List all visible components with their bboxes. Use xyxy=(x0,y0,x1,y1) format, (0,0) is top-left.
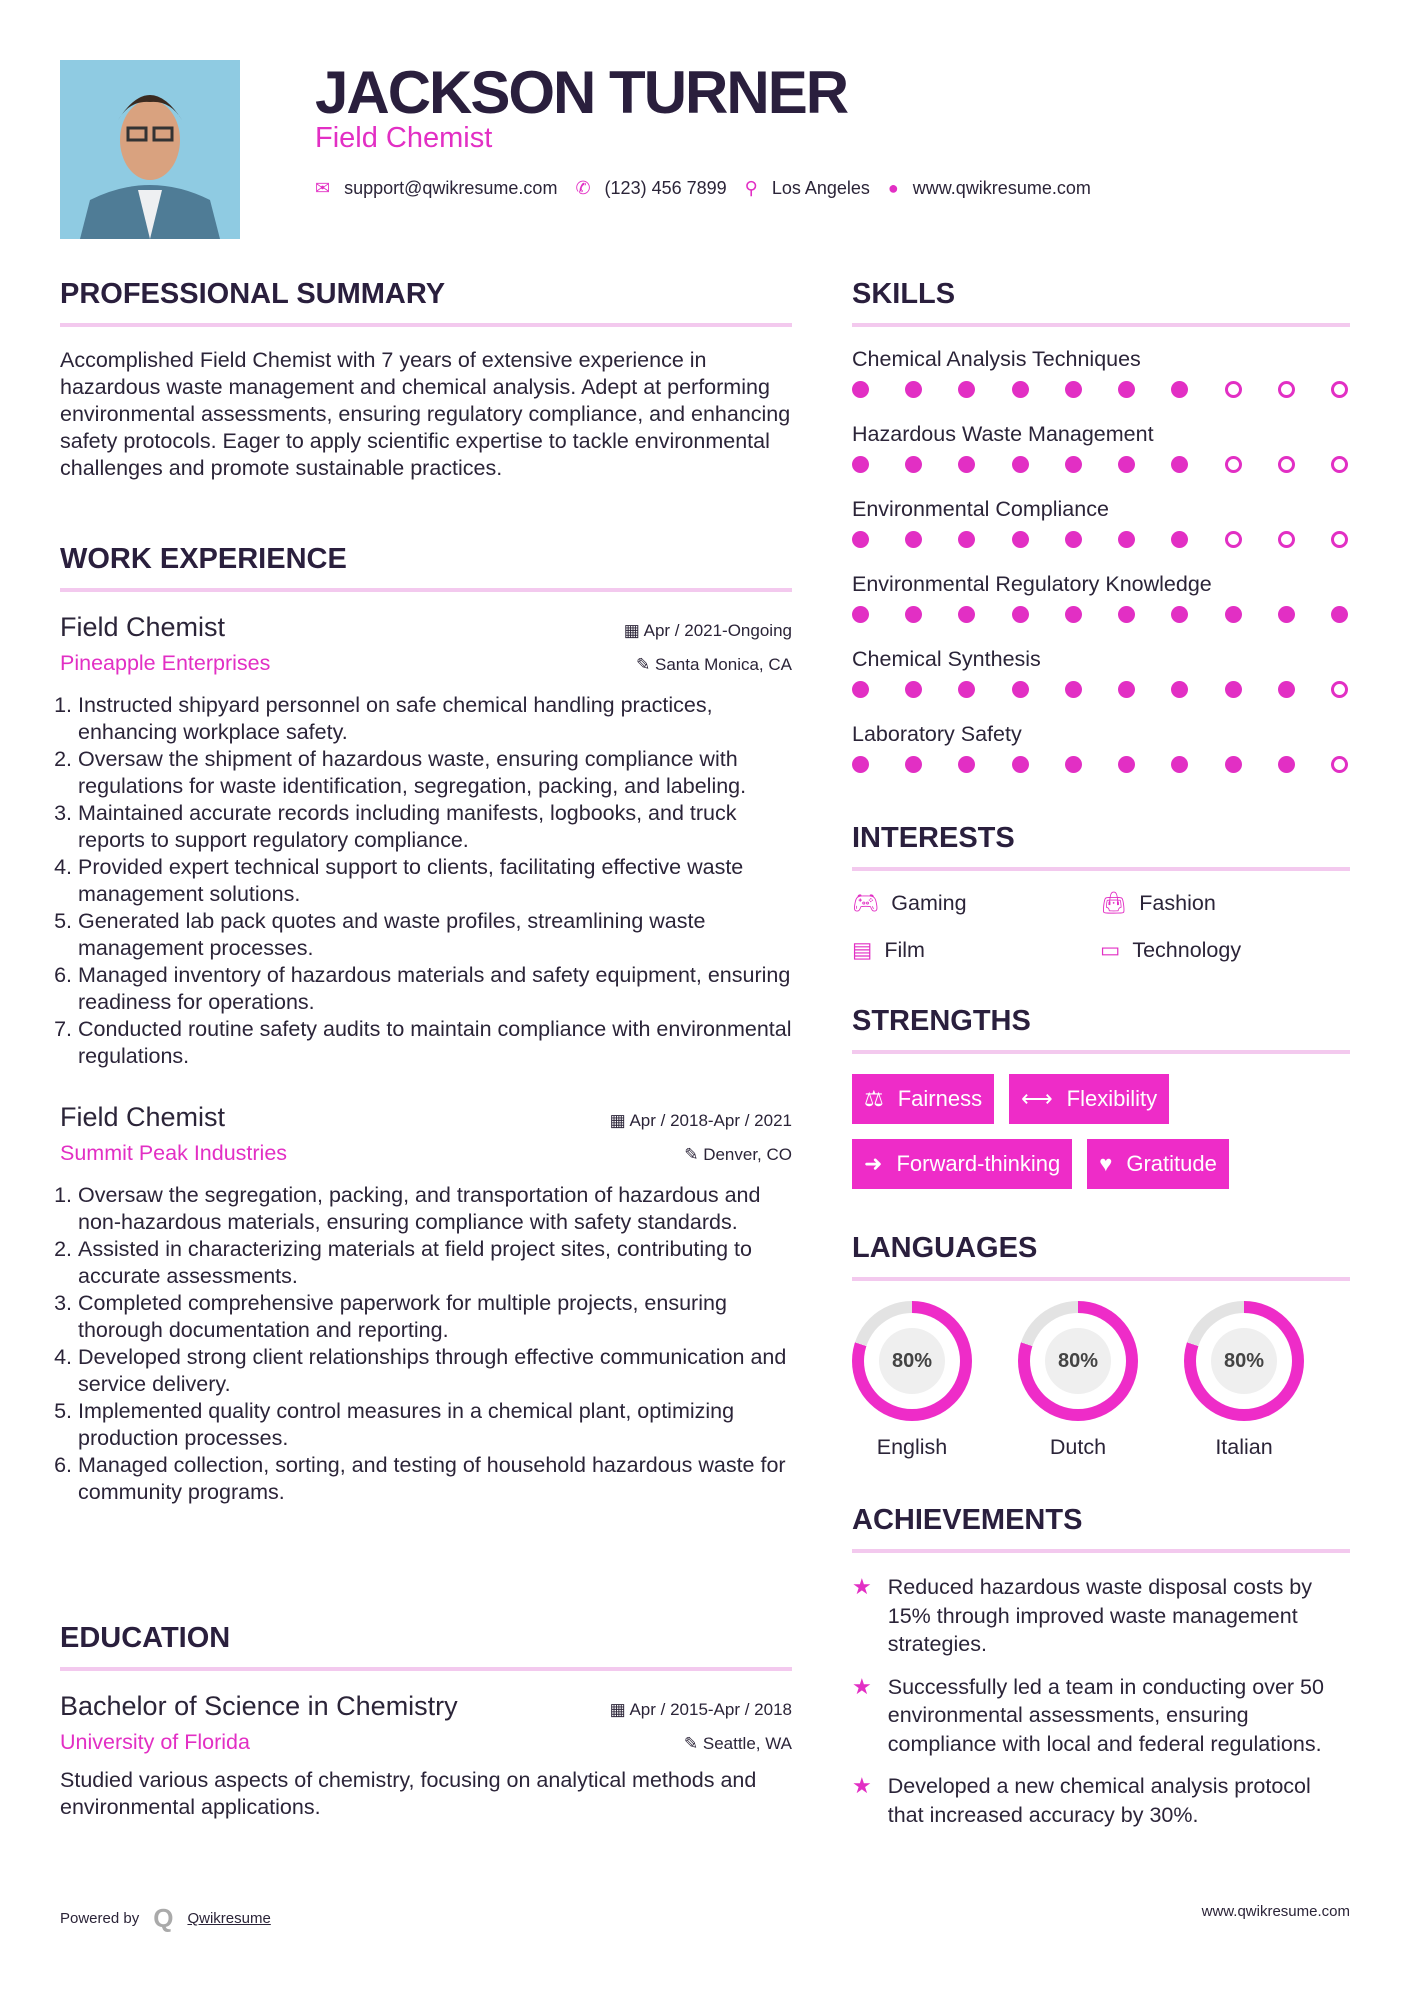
job-position: Field Chemist xyxy=(60,612,226,642)
rating-dot-filled xyxy=(1225,681,1242,698)
skill-name: Environmental Compliance xyxy=(852,497,1109,521)
profile-photo xyxy=(60,60,240,239)
achievements-section xyxy=(852,1504,1350,1843)
skill-rating xyxy=(852,681,1350,698)
interest-label: Technology xyxy=(1132,938,1242,962)
achievement-item xyxy=(852,1573,1350,1659)
skill-name: Hazardous Waste Management xyxy=(852,422,1154,446)
company-name: Summit Peak Industries xyxy=(60,1141,288,1165)
rating-dot-filled xyxy=(1171,456,1188,473)
envelope-icon: ✉ xyxy=(315,178,331,198)
rating-dot-filled xyxy=(1225,606,1242,623)
rating-dot-filled xyxy=(958,531,975,548)
school-name: University of Florida xyxy=(60,1730,250,1754)
rating-dot-filled xyxy=(852,606,869,623)
job-title: Field Chemist xyxy=(315,122,493,154)
calendar-icon: ▦ xyxy=(623,621,644,640)
bullet: 6. Managed inventory of hazardous materials and safety equipment, ensuring readiness for operations. xyxy=(78,962,792,1016)
calendar-icon: ▦ xyxy=(609,1700,630,1719)
bullet: 3. Completed comprehensive paperwork for multiple projects, ensuring thorough documentation and reporting. xyxy=(78,1290,792,1344)
footer-powered xyxy=(60,1903,271,1934)
skill-name: Chemical Analysis Techniques xyxy=(852,347,1141,371)
shopping-bag-icon: 👜︎ xyxy=(1100,891,1128,915)
job-location: Santa Monica, CA xyxy=(654,655,792,674)
language-progress-ring xyxy=(1018,1301,1138,1421)
strength-tag xyxy=(1009,1074,1169,1124)
language-percent: 80% xyxy=(879,1328,945,1394)
bullet: 4. Developed strong client relationships through effective communication and service delivery. xyxy=(78,1344,792,1398)
job-dates: Apr / 2018-Apr / 2021 xyxy=(629,1111,792,1130)
rating-dot-empty xyxy=(1278,381,1295,398)
rating-dot-filled xyxy=(852,531,869,548)
bullet: 6. Managed collection, sorting, and testing of household hazardous waste for community programs. xyxy=(78,1452,792,1506)
strength-label: Gratitude xyxy=(1126,1151,1217,1176)
job-dates: Apr / 2021-Ongoing xyxy=(643,621,792,640)
rating-dot-filled xyxy=(1012,606,1029,623)
rating-dot-filled xyxy=(958,681,975,698)
rating-dot-empty xyxy=(1225,456,1242,473)
language-item xyxy=(1184,1301,1304,1460)
rating-dot-filled xyxy=(1065,531,1082,548)
rating-dot-empty xyxy=(1225,381,1242,398)
strength-label: Flexibility xyxy=(1066,1086,1158,1111)
interest-item xyxy=(852,891,1100,916)
education-dates: Apr / 2015-Apr / 2018 xyxy=(629,1700,792,1719)
candidate-name: JACKSON TURNER xyxy=(315,59,848,126)
bullet: 3. Maintained accurate records including manifests, logbooks, and truck reports to support regulatory compliance. xyxy=(78,800,792,854)
strength-label: Fairness xyxy=(897,1086,983,1111)
phone-icon: ✆ xyxy=(575,178,591,198)
achievement-item xyxy=(852,1772,1350,1829)
strength-label: Forward-thinking xyxy=(896,1151,1061,1176)
pin-icon: ✎ xyxy=(684,1145,704,1164)
section-heading: STRENGTHS xyxy=(852,1005,1350,1054)
skill-rating xyxy=(852,756,1350,773)
bullet: 5. Implemented quality control measures in a chemical plant, optimizing production processes. xyxy=(78,1398,792,1452)
education-location: Seattle, WA xyxy=(702,1734,792,1753)
job-bullets xyxy=(60,1182,792,1506)
summary-text: Accomplished Field Chemist with 7 years of extensive experience in hazardous waste management and chemical analysis. Adept at performing environmental assessments, ensuring regulatory compliance, and enhancing safety protocols. Eager to apply scientific expertise to tackle environmental challenges and promote sustainable practices. xyxy=(60,348,791,480)
rating-dot-filled xyxy=(958,606,975,623)
education-section xyxy=(60,1622,792,1821)
language-progress-ring xyxy=(852,1301,972,1421)
rating-dot-filled xyxy=(852,681,869,698)
rating-dot-empty xyxy=(1331,456,1348,473)
summary-section xyxy=(60,278,792,482)
rating-dot-filled xyxy=(1118,531,1135,548)
qwikresume-logo-icon: Q xyxy=(153,1903,174,1933)
section-heading: ACHIEVEMENTS xyxy=(852,1504,1350,1553)
rating-dot-filled xyxy=(905,756,922,773)
interests-section xyxy=(852,822,1350,963)
globe-icon: ● xyxy=(887,178,899,198)
rating-dot-filled xyxy=(905,456,922,473)
language-item xyxy=(1018,1301,1138,1460)
interest-item xyxy=(1100,891,1350,916)
rating-dot-filled xyxy=(1171,756,1188,773)
calendar-icon: ▦ xyxy=(609,1111,630,1130)
language-name: English xyxy=(876,1435,948,1459)
rating-dot-filled xyxy=(958,456,975,473)
rating-dot-filled xyxy=(905,681,922,698)
rating-dot-filled xyxy=(1171,681,1188,698)
job-location: Denver, CO xyxy=(703,1145,792,1164)
section-heading: PROFESSIONAL SUMMARY xyxy=(60,278,792,327)
rating-dot-filled xyxy=(1012,531,1029,548)
map-marker-icon: ⚲ xyxy=(744,178,758,198)
skills-section xyxy=(852,278,1350,797)
achievement-text: Developed a new chemical analysis protocol that increased accuracy by 30%. xyxy=(887,1774,1311,1827)
email[interactable]: support@qwikresume.com xyxy=(344,178,558,198)
rating-dot-filled xyxy=(1331,606,1348,623)
rating-dot-filled xyxy=(1065,456,1082,473)
experience-section xyxy=(60,543,792,1506)
job-position: Field Chemist xyxy=(60,1102,226,1132)
rating-dot-filled xyxy=(1171,381,1188,398)
rating-dot-empty xyxy=(1331,381,1348,398)
job-entry xyxy=(60,612,792,1070)
education-text: Studied various aspects of chemistry, focusing on analytical methods and environmental applications. xyxy=(60,1768,757,1819)
strength-tag xyxy=(852,1139,1072,1189)
rating-dot-filled xyxy=(1118,756,1135,773)
strength-tag xyxy=(852,1074,994,1124)
website[interactable]: www.qwikresume.com xyxy=(912,178,1091,198)
rating-dot-filled xyxy=(1065,606,1082,623)
pin-icon: ✎ xyxy=(683,1734,703,1753)
rating-dot-filled xyxy=(905,381,922,398)
rating-dot-filled xyxy=(1171,531,1188,548)
bullet: 2. Assisted in characterizing materials at field project sites, contributing to accurate assessments. xyxy=(78,1236,792,1290)
star-icon: ★ xyxy=(852,1773,872,1798)
rating-dot-filled xyxy=(1278,681,1295,698)
powered-by-label: Powered by xyxy=(60,1910,140,1927)
rating-dot-filled xyxy=(1065,681,1082,698)
rating-dot-filled xyxy=(1012,381,1029,398)
degree: Bachelor of Science in Chemistry xyxy=(60,1691,458,1721)
skill-name: Laboratory Safety xyxy=(852,722,1022,746)
interest-item xyxy=(1100,938,1350,963)
interest-item xyxy=(852,938,1100,963)
phone: (123) 456 7899 xyxy=(604,178,727,198)
language-percent: 80% xyxy=(1211,1328,1277,1394)
language-name: Italian xyxy=(1215,1435,1273,1459)
company-name: Pineapple Enterprises xyxy=(60,651,271,675)
interest-label: Film xyxy=(884,938,925,962)
rating-dot-filled xyxy=(958,381,975,398)
bullet: 4. Provided expert technical support to clients, facilitating effective waste management solutions. xyxy=(78,854,792,908)
language-percent: 80% xyxy=(1045,1328,1111,1394)
skill-rating xyxy=(852,531,1350,548)
section-heading: WORK EXPERIENCE xyxy=(60,543,792,592)
rating-dot-empty xyxy=(1331,756,1348,773)
job-bullets xyxy=(60,692,792,1070)
laptop-icon: ▭ xyxy=(1100,938,1121,962)
pin-icon: ✎ xyxy=(636,655,655,674)
rating-dot-filled xyxy=(958,756,975,773)
rating-dot-empty xyxy=(1278,531,1295,548)
rating-dot-filled xyxy=(1012,681,1029,698)
language-progress-ring xyxy=(1184,1301,1304,1421)
rating-dot-empty xyxy=(1225,531,1242,548)
rating-dot-filled xyxy=(1171,606,1188,623)
film-icon: ▤ xyxy=(852,938,873,962)
skill-rating xyxy=(852,606,1350,623)
heart-icon: ♥ xyxy=(1099,1151,1113,1176)
achievement-text: Successfully led a team in conducting over 50 environmental assessments, ensuring compliance with local and federal regulations. xyxy=(887,1674,1324,1756)
skill-rating xyxy=(852,456,1350,473)
rating-dot-filled xyxy=(1118,681,1135,698)
interest-label: Gaming xyxy=(891,891,967,915)
arrows-h-icon: ⟷ xyxy=(1021,1086,1053,1111)
job-entry xyxy=(60,1102,792,1506)
star-icon: ★ xyxy=(852,1574,872,1599)
achievement-text: Reduced hazardous waste disposal costs by 15% through improved waste management strategies. xyxy=(887,1575,1313,1656)
rating-dot-filled xyxy=(1278,756,1295,773)
rating-dot-filled xyxy=(1065,756,1082,773)
rating-dot-filled xyxy=(905,606,922,623)
gamepad-icon: 🎮︎ xyxy=(852,891,880,915)
achievement-item xyxy=(852,1673,1350,1759)
strength-tag xyxy=(1087,1139,1229,1189)
footer-website[interactable]: www.qwikresume.com xyxy=(1201,1903,1350,1920)
strengths-section xyxy=(852,1005,1350,1189)
rating-dot-empty xyxy=(1331,531,1348,548)
bullet: 5. Generated lab pack quotes and waste profiles, streamlining waste management processes. xyxy=(78,908,792,962)
location: Los Angeles xyxy=(771,178,870,198)
interest-label: Fashion xyxy=(1139,891,1216,915)
rating-dot-filled xyxy=(1118,606,1135,623)
language-item xyxy=(852,1301,972,1460)
rating-dot-filled xyxy=(1012,456,1029,473)
languages-section xyxy=(852,1232,1350,1460)
skill-name: Environmental Regulatory Knowledge xyxy=(852,572,1212,596)
section-heading: LANGUAGES xyxy=(852,1232,1350,1281)
rating-dot-filled xyxy=(1012,756,1029,773)
rating-dot-filled xyxy=(852,456,869,473)
bullet: 1. Instructed shipyard personnel on safe chemical handling practices, enhancing workplace safety. xyxy=(78,692,792,746)
bullet: 1. Oversaw the segregation, packing, and transportation of hazardous and non-hazardous materials, ensuring compliance with safety standards. xyxy=(78,1182,792,1236)
rating-dot-empty xyxy=(1331,681,1348,698)
star-icon: ★ xyxy=(852,1673,872,1699)
section-heading: INTERESTS xyxy=(852,822,1350,871)
arrow-right-icon: ➜ xyxy=(864,1151,883,1176)
rating-dot-filled xyxy=(1118,381,1135,398)
language-name: Dutch xyxy=(1049,1435,1107,1459)
rating-dot-filled xyxy=(1225,756,1242,773)
brand-link[interactable]: Qwikresume xyxy=(187,1910,271,1927)
rating-dot-filled xyxy=(1278,606,1295,623)
bullet: 7. Conducted routine safety audits to maintain compliance with environmental regulations. xyxy=(78,1016,792,1070)
contact-info xyxy=(315,178,1091,199)
bullet: 2. Oversaw the shipment of hazardous waste, ensuring compliance with regulations for waste identification, segregation, packing, and labeling. xyxy=(78,746,792,800)
rating-dot-filled xyxy=(905,531,922,548)
rating-dot-filled xyxy=(1065,381,1082,398)
rating-dot-empty xyxy=(1278,456,1295,473)
skill-rating xyxy=(852,381,1350,398)
balance-scale-icon: ⚖ xyxy=(864,1086,884,1111)
section-heading: EDUCATION xyxy=(60,1622,792,1671)
skill-name: Chemical Synthesis xyxy=(852,647,1041,671)
section-heading: SKILLS xyxy=(852,278,1350,327)
rating-dot-filled xyxy=(1118,456,1135,473)
rating-dot-filled xyxy=(852,756,869,773)
rating-dot-filled xyxy=(852,381,869,398)
